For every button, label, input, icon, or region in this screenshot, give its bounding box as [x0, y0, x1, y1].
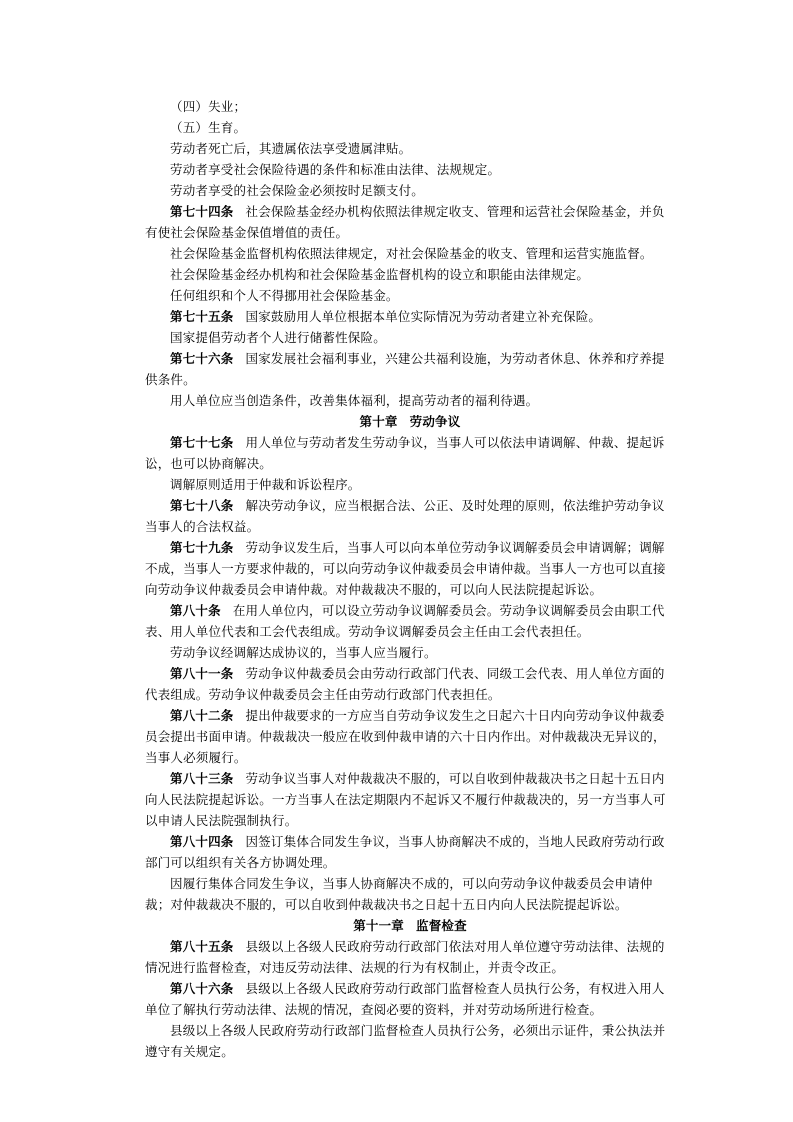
article-paragraph	[145, 348, 675, 390]
paragraph	[145, 117, 675, 138]
article-paragraph	[145, 306, 675, 327]
paragraph-text: 用人单位应当创造条件，改善集体福利，提高劳动者的福利待遇。	[170, 393, 539, 408]
article-paragraph	[145, 978, 675, 1020]
paragraph	[145, 159, 675, 180]
paragraph-text: 解决劳动争议，应当根据合法、公正、及时处理的原则，依法维护劳动争议当事人的合法权益。	[145, 498, 665, 534]
article-paragraph	[145, 663, 675, 705]
chapter-number: 第十章	[359, 414, 398, 429]
paragraph-text: 国家发展社会福利事业，兴建公共福利设施，为劳动者休息、休养和疗养提供条件。	[145, 351, 665, 387]
paragraph-text: 任何组织和个人不得挪用社会保险基金。	[170, 288, 399, 303]
chapter-title: 监督检查	[416, 918, 467, 933]
paragraph-text: 用人单位与劳动者发生劳动争议，当事人可以依法申请调解、仲裁、提起诉讼，也可以协商解决。	[145, 435, 665, 471]
article-label: 第八十五条	[170, 939, 234, 954]
paragraph-text: （五）生育。	[170, 120, 247, 135]
paragraph	[145, 180, 675, 201]
paragraph	[145, 873, 675, 915]
chapter-heading	[145, 411, 675, 432]
paragraph-text: 县级以上各级人民政府劳动行政部门依法对用人单位遵守劳动法律、法规的情况进行监督检查，对违反劳动法律、法规的行为有权制止，并责令改正。	[145, 939, 665, 975]
paragraph-text: 社会保险基金经办机构和社会保险基金监督机构的设立和职能由法律规定。	[170, 267, 590, 282]
chapter-heading	[145, 915, 675, 936]
article-label: 第七十九条	[170, 540, 234, 555]
article-paragraph	[145, 495, 675, 537]
article-paragraph	[145, 936, 675, 978]
paragraph	[145, 327, 675, 348]
article-paragraph	[145, 600, 675, 642]
paragraph-text: 劳动者死亡后，其遗属依法享受遗属津贴。	[170, 141, 412, 156]
paragraph-text: （四）失业；	[170, 99, 247, 114]
article-label: 第八十一条	[170, 666, 234, 681]
paragraph-text: 国家鼓励用人单位根据本单位实际情况为劳动者建立补充保险。	[245, 309, 602, 324]
article-label: 第八十六条	[170, 981, 234, 996]
paragraph-text: 因履行集体合同发生争议，当事人协商解决不成的，可以向劳动争议仲裁委员会申请仲裁；对仲裁裁决不服的，可以自收到仲裁裁决书之日起十五日内向人民法院提起诉讼。	[145, 876, 653, 912]
article-label: 第八十条	[170, 603, 221, 618]
article-paragraph	[145, 831, 675, 873]
paragraph-text: 社会保险基金经办机构依照法律规定收支、管理和运营社会保险基金，并负有使社会保险基金保值增值的责任。	[145, 204, 665, 240]
article-label: 第八十四条	[170, 834, 234, 849]
document-page	[145, 96, 675, 1062]
article-label: 第八十二条	[170, 708, 234, 723]
paragraph	[145, 1020, 675, 1062]
paragraph	[145, 138, 675, 159]
article-paragraph	[145, 768, 675, 831]
article-paragraph	[145, 537, 675, 600]
paragraph-text: 调解原则适用于仲裁和诉讼程序。	[170, 477, 361, 492]
paragraph-text: 提出仲裁要求的一方应当自劳动争议发生之日起六十日内向劳动争议仲裁委员会提出书面申请。仲裁裁决一般应在收到仲裁申请的六十日内作出。对仲裁裁决无异议的，当事人必须履行。	[145, 708, 666, 765]
paragraph-text: 县级以上各级人民政府劳动行政部门监督检查人员执行公务，有权进入用人单位了解执行劳动法律、法规的情况，查阅必要的资料，并对劳动场所进行检查。	[145, 981, 665, 1017]
article-label: 第七十五条	[170, 309, 234, 324]
paragraph-text: 劳动者享受社会保险待遇的条件和标准由法律、法规规定。	[170, 162, 501, 177]
paragraph	[145, 474, 675, 495]
paragraph-text: 国家提倡劳动者个人进行储蓄性保险。	[170, 330, 386, 345]
chapter-number: 第十一章	[353, 918, 404, 933]
chapter-title: 劳动争议	[409, 414, 461, 429]
paragraph	[145, 285, 675, 306]
paragraph	[145, 96, 675, 117]
paragraph-text: 劳动争议仲裁委员会由劳动行政部门代表、同级工会代表、用人单位方面的代表组成。劳动争议仲裁委员会主任由劳动行政部门代表担任。	[145, 666, 665, 702]
paragraph-text: 劳动者享受的社会保险金必须按时足额支付。	[170, 183, 425, 198]
paragraph	[145, 642, 675, 663]
paragraph-text: 社会保险基金监督机构依照法律规定，对社会保险基金的收支、管理和运营实施监督。	[170, 246, 653, 261]
article-label: 第七十七条	[170, 435, 234, 450]
paragraph-text: 因签订集体合同发生争议，当事人协商解决不成的，当地人民政府劳动行政部门可以组织有关各方协调处理。	[145, 834, 665, 870]
article-label: 第七十六条	[170, 351, 234, 366]
article-paragraph	[145, 705, 675, 768]
article-label: 第七十八条	[170, 498, 234, 513]
paragraph-text: 在用人单位内，可以设立劳动争议调解委员会。劳动争议调解委员会由职工代表、用人单位代表和工会代表组成。劳动争议调解委员会主任由工会代表担任。	[145, 603, 665, 639]
paragraph	[145, 243, 675, 264]
paragraph-text: 劳动争议当事人对仲裁裁决不服的，可以自收到仲裁裁决书之日起十五日内向人民法院提起诉讼。一方当事人在法定期限内不起诉又不履行仲裁裁决的，另一方当事人可以申请人民法院强制执行。	[145, 771, 666, 828]
article-paragraph	[145, 432, 675, 474]
article-paragraph	[145, 201, 675, 243]
paragraph-text: 劳动争议经调解达成协议的，当事人应当履行。	[170, 645, 437, 660]
paragraph-text: 县级以上各级人民政府劳动行政部门监督检查人员执行公务，必须出示证件，秉公执法并遵守有关规定。	[145, 1023, 666, 1059]
paragraph	[145, 264, 675, 285]
paragraph	[145, 390, 675, 411]
article-label: 第八十三条	[170, 771, 234, 786]
paragraph-text: 劳动争议发生后，当事人可以向本单位劳动争议调解委员会申请调解；调解不成，当事人一方要求仲裁的，可以向劳动争议仲裁委员会申请仲裁。当事人一方也可以直接向劳动争议仲裁委员会申请仲裁。对仲裁裁决不服的，可以向人民法院提起诉讼。	[145, 540, 666, 597]
article-label: 第七十四条	[170, 204, 234, 219]
